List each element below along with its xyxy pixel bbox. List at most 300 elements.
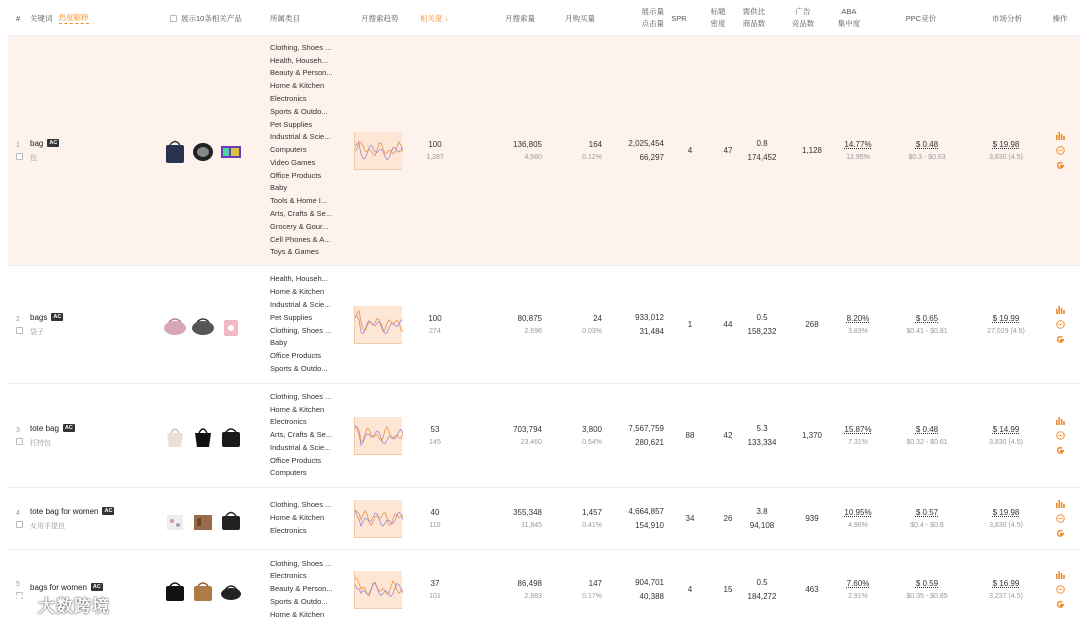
watermark-text: 大数跨境 xyxy=(38,596,110,616)
ops-cell xyxy=(1052,488,1068,549)
row-index: 3 xyxy=(16,426,20,434)
header-impressions-clicks[interactable] xyxy=(608,0,664,36)
impressions-value: 4,664,857 xyxy=(628,507,664,516)
keyword[interactable] xyxy=(30,139,160,148)
header-ads-line2: 竞品数 xyxy=(791,19,815,28)
product-thumbnail[interactable] xyxy=(191,312,215,338)
impressions-cell xyxy=(608,384,664,487)
relevance-value: 100 xyxy=(428,140,442,149)
ads-value: 939 xyxy=(805,514,819,523)
category-item[interactable]: Clothing, Shoes ... xyxy=(270,500,332,510)
ac-badge: AC xyxy=(92,584,101,590)
impressions-value: 904,701 xyxy=(635,578,664,587)
product-thumbnail[interactable] xyxy=(163,506,187,532)
header-title-line1: 标题 xyxy=(710,7,726,16)
search-cell xyxy=(488,384,542,487)
category-item[interactable]: Baby xyxy=(270,183,288,193)
header-clicks: 点击量 xyxy=(641,19,664,28)
relevance-cell xyxy=(420,36,450,265)
title-density-cell xyxy=(718,488,738,549)
ops-cell xyxy=(1052,384,1068,487)
category-item[interactable]: Clothing, Shoes ... xyxy=(270,42,332,52)
purchase-rate: 0.03% xyxy=(582,328,602,335)
monthly-search-value: 136,805 xyxy=(513,140,542,149)
keyword-text[interactable]: bag xyxy=(30,138,44,148)
ppc-cell xyxy=(892,550,962,622)
category-item[interactable]: Home & Kitchen xyxy=(270,513,325,523)
keyword-translation: 托特包 xyxy=(30,439,51,447)
relevance-cell xyxy=(420,488,450,549)
purchase-cell xyxy=(558,266,602,383)
market-price-value[interactable]: $ 19.98 xyxy=(992,140,1020,149)
trend-cell xyxy=(354,488,406,549)
aba-sub: 2.91% xyxy=(848,593,868,600)
category-item[interactable]: Home & Kitchen xyxy=(270,609,325,619)
products-count-value: 158,232 xyxy=(747,327,777,336)
ppc-value[interactable]: $ 0.59 xyxy=(915,579,939,588)
category-item[interactable]: Office Products xyxy=(270,455,322,465)
supply-cell xyxy=(742,550,782,622)
supply-cell xyxy=(742,36,782,265)
supply-ratio-value: 5.3 xyxy=(756,424,768,433)
category-item[interactable]: Video Games xyxy=(270,157,316,167)
google-icon[interactable] xyxy=(1055,334,1066,345)
ac-badge: AC xyxy=(49,140,58,146)
ac-badge: AC xyxy=(64,425,73,431)
bar-chart-icon[interactable] xyxy=(1055,415,1066,426)
header-ads[interactable] xyxy=(788,0,818,36)
product-thumbnail[interactable] xyxy=(219,312,243,338)
ppc-range: $0.4 - $0.8 xyxy=(910,522,944,529)
watermark xyxy=(4,590,110,618)
product-thumbnail[interactable] xyxy=(219,577,243,603)
category-item[interactable]: Electronics xyxy=(270,93,307,103)
category-item[interactable]: Pet Supplies xyxy=(270,119,313,129)
products-count-value: 94,108 xyxy=(749,521,775,530)
aba-sub: 7.31% xyxy=(848,439,868,446)
market-cell xyxy=(976,36,1036,265)
relevance-sub: 1,287 xyxy=(426,154,444,161)
row-index-cell xyxy=(16,488,30,549)
market-sub: 27,029 (4.5) xyxy=(987,328,1025,335)
category-item[interactable]: Industrial & Scie... xyxy=(270,299,331,309)
keyword-cell xyxy=(30,384,160,487)
category-item[interactable]: Computers xyxy=(270,468,307,478)
market-price-value[interactable]: $ 19.98 xyxy=(992,508,1020,517)
product-thumbnail[interactable] xyxy=(163,423,187,449)
search-trend-sparkline[interactable] xyxy=(354,306,402,344)
trend-cell xyxy=(354,266,406,383)
header-monthly-search[interactable]: 月搜索量 xyxy=(505,13,535,23)
category-item[interactable]: Computers xyxy=(270,145,307,155)
keyword[interactable] xyxy=(30,313,160,322)
monthly-purchase-value: 1,457 xyxy=(581,508,602,517)
aba-sub: 4.96% xyxy=(848,522,868,529)
supply-cell xyxy=(742,488,782,549)
product-thumbnail[interactable] xyxy=(191,423,215,449)
keyword-text[interactable]: bags xyxy=(30,312,48,322)
product-thumbnails xyxy=(163,550,263,622)
category-item[interactable]: Sports & Outdo... xyxy=(270,596,328,606)
aba-cell xyxy=(840,488,876,549)
google-icon[interactable] xyxy=(1055,528,1066,539)
category-item[interactable]: Cell Phones & A... xyxy=(270,234,331,244)
keyword-cell xyxy=(30,36,160,265)
more-circle-icon[interactable] xyxy=(1055,584,1066,595)
aba-value[interactable]: 14.77% xyxy=(844,140,872,149)
purchase-cell xyxy=(558,550,602,622)
ppc-cell xyxy=(892,36,962,265)
purchase-cell xyxy=(558,384,602,487)
relevance-cell xyxy=(420,266,450,383)
keyword-text[interactable]: bags for women xyxy=(30,582,87,592)
more-circle-icon[interactable] xyxy=(1055,513,1066,524)
search-cell xyxy=(488,266,542,383)
title-density-cell xyxy=(718,550,738,622)
category-item[interactable]: Office Products xyxy=(270,170,322,180)
ppc-range: $0.41 - $0.81 xyxy=(906,328,948,335)
row-checkbox[interactable] xyxy=(16,438,23,445)
search-trend-sparkline[interactable] xyxy=(354,500,402,538)
category-list xyxy=(270,384,350,487)
spr-value: 34 xyxy=(685,514,695,523)
bar-chart-icon[interactable] xyxy=(1055,569,1066,580)
ads-value: 463 xyxy=(805,585,819,594)
more-circle-icon[interactable] xyxy=(1055,430,1066,441)
monthly-search-value: 355,348 xyxy=(513,508,542,517)
ppc-range: $0.35 - $0.85 xyxy=(906,593,948,600)
purchase-cell xyxy=(558,36,602,265)
market-sub: 3,830 (4.5) xyxy=(989,439,1023,446)
title-density-value: 44 xyxy=(723,320,733,329)
market-price-value[interactable]: $ 14.99 xyxy=(992,425,1020,434)
product-thumbnail[interactable] xyxy=(191,577,215,603)
header-keyword xyxy=(30,0,150,36)
category-item[interactable]: Electronics xyxy=(270,417,307,427)
market-cell xyxy=(976,488,1036,549)
category-list xyxy=(270,488,350,549)
monthly-search-value: 703,794 xyxy=(513,425,542,434)
ops-cell xyxy=(1052,550,1068,622)
ppc-value[interactable]: $ 0.48 xyxy=(915,425,939,434)
header-show-products[interactable] xyxy=(170,0,270,36)
supply-ratio-value: 0.5 xyxy=(756,313,768,322)
monthly-search-value: 86,498 xyxy=(517,579,542,588)
category-item[interactable]: Clothing, Shoes ... xyxy=(270,558,332,568)
bar-chart-icon[interactable] xyxy=(1055,498,1066,509)
category-item[interactable]: Sports & Outdo... xyxy=(270,106,328,116)
category-item[interactable]: Electronics xyxy=(270,525,307,535)
monthly-search-sub: 23,460 xyxy=(520,439,542,446)
sort-down-icon: ↓ xyxy=(444,13,449,23)
category-item[interactable]: Clothing, Shoes ... xyxy=(270,325,332,335)
category-item[interactable]: Sports & Outdo... xyxy=(270,363,328,373)
search-cell xyxy=(488,36,542,265)
row-index-cell xyxy=(16,36,30,265)
title-density-cell xyxy=(718,36,738,265)
aba-value[interactable]: 7.60% xyxy=(846,579,870,588)
row-index: 2 xyxy=(16,315,20,323)
market-sub: 3,830 (4.5) xyxy=(989,154,1023,161)
category-item[interactable]: Home & Kitchen xyxy=(270,404,325,414)
monthly-search-sub: 4,560 xyxy=(524,154,542,161)
relevance-sub: 145 xyxy=(429,439,441,446)
keyword-text[interactable]: tote bag xyxy=(30,423,59,433)
aba-cell xyxy=(840,266,876,383)
category-item[interactable]: Home & Kitchen xyxy=(270,287,325,297)
search-cell xyxy=(488,488,542,549)
clicks-value: 40,388 xyxy=(639,592,664,601)
purchase-rate: 0.12% xyxy=(582,154,602,161)
impressions-cell xyxy=(608,36,664,265)
row-checkbox[interactable] xyxy=(16,521,23,528)
products-count-value: 133,334 xyxy=(747,438,777,447)
title-density-value: 15 xyxy=(723,585,733,594)
ads-cell xyxy=(798,550,826,622)
more-circle-icon[interactable] xyxy=(1055,145,1066,156)
header-ops: 操作 xyxy=(1052,13,1068,23)
category-list xyxy=(270,36,350,265)
bar-chart-icon[interactable] xyxy=(1055,130,1066,141)
row-checkbox[interactable] xyxy=(16,153,23,160)
relevance-sub: 110 xyxy=(429,522,441,529)
table-header xyxy=(8,0,1080,36)
spr-value: 88 xyxy=(685,431,695,440)
title-density-value: 42 xyxy=(723,431,733,440)
ops-cell xyxy=(1052,266,1068,383)
keyword-translation: 女用手提包 xyxy=(30,522,65,530)
monthly-search-sub: 2,696 xyxy=(524,328,542,335)
keyword-cell xyxy=(30,266,160,383)
aba-cell xyxy=(840,36,876,265)
trend-cell xyxy=(354,36,406,265)
header-relevance-label: 相关度 xyxy=(420,13,443,23)
impressions-cell xyxy=(608,488,664,549)
product-thumbnails xyxy=(163,384,263,487)
product-thumbnail[interactable] xyxy=(219,506,243,532)
header-aba-line1: ABA xyxy=(841,7,857,16)
ads-value: 268 xyxy=(805,320,819,329)
trend-cell xyxy=(354,384,406,487)
aba-sub: 3.83% xyxy=(848,328,868,335)
clicks-value: 31,484 xyxy=(639,327,664,336)
title-density-value: 47 xyxy=(723,146,733,155)
monthly-purchase-value: 147 xyxy=(588,579,602,588)
ppc-range: $0.32 - $0.61 xyxy=(906,439,948,446)
header-supply-line2: 商品数 xyxy=(742,19,766,28)
header-ppc[interactable]: PPC竞价 xyxy=(905,13,937,23)
keyword-text[interactable]: tote bag for women xyxy=(30,506,99,516)
header-relevance-sort[interactable] xyxy=(420,0,460,36)
product-thumbnail[interactable] xyxy=(219,423,243,449)
keyword[interactable] xyxy=(30,507,160,516)
spr-cell xyxy=(680,266,700,383)
more-circle-icon[interactable] xyxy=(1055,319,1066,330)
ppc-value[interactable]: $ 0.57 xyxy=(915,508,939,517)
row-index-cell xyxy=(16,384,30,487)
title-density-value: 26 xyxy=(723,514,733,523)
aba-value[interactable]: 8.20% xyxy=(846,314,870,323)
header-trend: 月搜索趋势 xyxy=(361,13,399,23)
spr-cell xyxy=(680,384,700,487)
ads-cell xyxy=(798,488,826,549)
aba-value[interactable]: 15.87% xyxy=(844,425,872,434)
ads-value: 1,128 xyxy=(801,146,823,155)
aba-sub: 12.95% xyxy=(846,154,870,161)
monthly-search-sub: 11,845 xyxy=(521,522,542,529)
ppc-cell xyxy=(892,488,962,549)
row-checkbox[interactable] xyxy=(16,327,23,334)
impressions-value: 933,012 xyxy=(635,313,664,322)
row-index-cell xyxy=(16,266,30,383)
header-category: 所属类目 xyxy=(270,13,300,23)
product-thumbnail[interactable] xyxy=(163,138,187,164)
ppc-value[interactable]: $ 0.65 xyxy=(915,314,939,323)
clicks-value: 154,910 xyxy=(635,521,664,530)
category-item[interactable]: Grocery & Gour... xyxy=(270,221,329,231)
spr-cell xyxy=(680,550,700,622)
aba-cell xyxy=(840,384,876,487)
relevance-value: 37 xyxy=(430,579,440,588)
category-item[interactable]: Arts, Crafts & Se... xyxy=(270,430,333,440)
keyword[interactable] xyxy=(30,424,160,433)
products-count-value: 184,272 xyxy=(747,592,777,601)
market-price-value[interactable]: $ 16.99 xyxy=(992,579,1020,588)
row-index: 5 xyxy=(16,580,20,588)
header-aba[interactable] xyxy=(834,0,864,36)
relevance-sub: 101 xyxy=(429,593,441,600)
header-title-density[interactable] xyxy=(705,0,731,36)
clicks-value: 66,297 xyxy=(639,153,664,162)
products-count-value: 174,452 xyxy=(747,153,777,162)
product-thumbnails xyxy=(163,266,263,383)
search-cell xyxy=(488,550,542,622)
category-item[interactable]: Health, Househ... xyxy=(270,274,328,284)
category-item[interactable]: Toys & Games xyxy=(270,247,319,257)
ppc-range: $0.3 - $0.63 xyxy=(908,154,946,161)
ops-cell xyxy=(1052,36,1068,265)
spr-value: 1 xyxy=(687,320,693,329)
product-thumbnail[interactable] xyxy=(163,312,187,338)
category-item[interactable]: Arts, Crafts & Se... xyxy=(270,209,333,219)
table-row[interactable] xyxy=(8,384,1080,488)
product-thumbnail[interactable] xyxy=(219,138,243,164)
supply-ratio-value: 0.5 xyxy=(756,578,768,587)
market-sub: 3,830 (4.5) xyxy=(989,522,1023,529)
row-index: 1 xyxy=(16,141,20,149)
product-thumbnail[interactable] xyxy=(163,577,187,603)
clicks-value: 280,621 xyxy=(635,438,664,447)
category-item[interactable]: Baby xyxy=(270,338,288,348)
watermark-logo-icon xyxy=(4,593,34,615)
product-thumbnails xyxy=(163,488,263,549)
market-cell xyxy=(976,384,1036,487)
header-supply[interactable] xyxy=(736,0,772,36)
spr-cell xyxy=(680,488,700,549)
title-density-cell xyxy=(718,266,738,383)
heat-explain-link[interactable]: 热度解释 xyxy=(58,13,89,22)
category-item[interactable]: Tools & Home I... xyxy=(270,196,328,206)
product-thumbnail[interactable] xyxy=(191,506,215,532)
table-row[interactable] xyxy=(8,266,1080,384)
aba-value[interactable]: 10.95% xyxy=(844,508,872,517)
keyword-translation: 袋子 xyxy=(30,328,44,336)
supply-cell xyxy=(742,266,782,383)
impressions-cell xyxy=(608,550,664,622)
ads-cell xyxy=(798,384,826,487)
relevance-cell xyxy=(420,550,450,622)
ads-cell xyxy=(798,266,826,383)
search-trend-sparkline[interactable] xyxy=(354,571,402,609)
title-density-cell xyxy=(718,384,738,487)
impressions-cell xyxy=(608,266,664,383)
category-item[interactable]: Industrial & Scie... xyxy=(270,132,331,142)
relevance-value: 100 xyxy=(428,314,442,323)
category-item[interactable]: Office Products xyxy=(270,351,322,361)
google-icon[interactable] xyxy=(1055,445,1066,456)
table-row[interactable] xyxy=(8,36,1080,266)
market-price-value[interactable]: $ 19.99 xyxy=(992,314,1020,323)
keyword-translation: 包 xyxy=(30,154,37,162)
category-item[interactable]: Pet Supplies xyxy=(270,312,313,322)
relevance-cell xyxy=(420,384,450,487)
ppc-value[interactable]: $ 0.48 xyxy=(915,140,939,149)
header-spr[interactable]: SPR xyxy=(671,13,687,23)
supply-ratio-value: 3.8 xyxy=(756,507,768,516)
spr-cell xyxy=(680,36,700,265)
monthly-purchase-value: 24 xyxy=(593,314,602,323)
header-monthly-purchase[interactable]: 月购买量 xyxy=(565,13,595,23)
monthly-search-value: 80,875 xyxy=(517,314,542,323)
ac-badge: AC xyxy=(104,508,113,514)
search-trend-sparkline[interactable] xyxy=(354,417,402,455)
aba-cell xyxy=(840,550,876,622)
impressions-value: 7,567,759 xyxy=(628,424,664,433)
bar-chart-icon[interactable] xyxy=(1055,304,1066,315)
google-icon[interactable] xyxy=(1055,599,1066,610)
impressions-value: 2,025,454 xyxy=(628,139,664,148)
relevance-sub: 274 xyxy=(429,328,441,335)
category-item[interactable]: Clothing, Shoes ... xyxy=(270,391,332,401)
table-row[interactable] xyxy=(8,550,1080,622)
ads-cell xyxy=(798,36,826,265)
purchase-rate: 0.54% xyxy=(582,439,602,446)
relevance-value: 53 xyxy=(430,425,440,434)
category-item[interactable]: Beauty & Person... xyxy=(270,584,333,594)
keyword-cell xyxy=(30,488,160,549)
category-item[interactable]: Health, Househ... xyxy=(270,55,328,65)
category-item[interactable]: Home & Kitchen xyxy=(270,81,325,91)
purchase-rate: 0.17% xyxy=(582,593,602,600)
header-show-products-label: 展示10条相关产品 xyxy=(181,13,242,23)
ads-value: 1,370 xyxy=(801,431,823,440)
header-keyword-label: 关键词 xyxy=(30,13,53,23)
monthly-purchase-value: 164 xyxy=(588,140,602,149)
show-products-checkbox[interactable] xyxy=(170,15,177,22)
category-item[interactable]: Beauty & Person... xyxy=(270,68,333,78)
header-index: # xyxy=(16,13,21,23)
category-list xyxy=(270,266,350,383)
category-item[interactable]: Electronics xyxy=(270,571,307,581)
table-row[interactable] xyxy=(8,488,1080,550)
spr-value: 4 xyxy=(687,146,693,155)
google-icon[interactable] xyxy=(1055,160,1066,171)
search-trend-sparkline[interactable] xyxy=(354,132,402,170)
header-ads-line1: 广告 xyxy=(795,7,811,16)
category-item[interactable]: Industrial & Scie... xyxy=(270,442,331,452)
market-sub: 3,237 (4.5) xyxy=(989,593,1023,600)
product-thumbnail[interactable] xyxy=(191,138,215,164)
